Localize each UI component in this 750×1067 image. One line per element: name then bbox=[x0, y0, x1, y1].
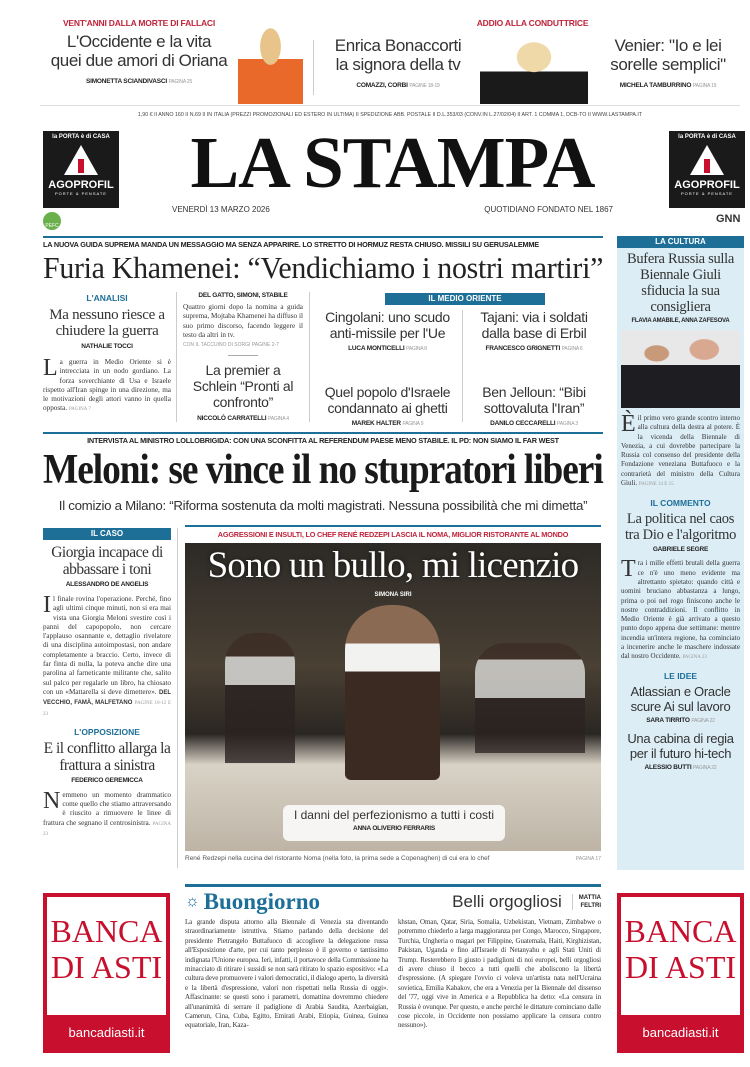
page-ref: PAGINA 23 bbox=[43, 821, 172, 838]
lead-kicker bbox=[43, 240, 603, 249]
opposizione-body: emmeno un momento drammatico come quello che stiamo attraversando è riuscito a rimuovere le linee di frattura che segnano il centrosinistra. bbox=[43, 790, 171, 827]
teaser-headline-text: Venier: "Io e lei bbox=[614, 36, 722, 55]
cook-figure bbox=[475, 643, 585, 753]
schlein-item[interactable] bbox=[183, 362, 303, 422]
cook-figure bbox=[225, 633, 295, 763]
teaser-headline bbox=[45, 51, 233, 70]
medio-oriente-item[interactable] bbox=[465, 384, 603, 427]
page-ref: PAGINA 17 bbox=[575, 856, 601, 862]
item-byline: MAREK HALTER bbox=[351, 420, 401, 427]
teaser-headline bbox=[323, 55, 473, 74]
section-rule bbox=[185, 525, 601, 527]
analysis-label: L'ANALISI bbox=[86, 293, 128, 303]
divider bbox=[228, 355, 258, 356]
teaser-kicker-text: ADDIO ALLA CONDUTTRICE bbox=[476, 18, 589, 28]
photo-headline-text: Sono un bullo, mi licenzio bbox=[207, 545, 579, 586]
dropcap: N bbox=[43, 787, 61, 814]
page-ref: PAGINE 2-7 bbox=[251, 342, 279, 349]
teaser-kicker bbox=[45, 18, 233, 28]
banca-di-asti-ad-right[interactable] bbox=[617, 893, 744, 1053]
opposizione-byline: FEDERICO GEREMICCA bbox=[71, 776, 143, 784]
idee-byline: SARA TIRRITO bbox=[646, 716, 690, 724]
caso-credit: DEL VECCHIO, FAMÀ, MALFETANO bbox=[43, 689, 171, 707]
teaser-byline: COMAZZI, CORBI bbox=[356, 82, 408, 89]
top-teasers bbox=[40, 8, 740, 106]
teaser-headline-text: quei due amori di Oriana bbox=[50, 51, 228, 70]
page-ref: PAGINA 19 bbox=[692, 83, 717, 89]
lead-summary[interactable] bbox=[183, 292, 303, 349]
medio-oriente-column bbox=[316, 309, 459, 427]
commento-byline: GABRIELE SEGRE bbox=[652, 546, 709, 554]
medio-oriente-column bbox=[465, 309, 603, 427]
opposizione-label: L'OPPOSIZIONE bbox=[74, 726, 140, 737]
dropcap: T bbox=[621, 556, 636, 583]
summary-body: Quattro giorni dopo la nomina a guida suprema, Mojtaba Khamenei ha diffuso il suo primo discorso, facendo leggere il testo da altri in tv. bbox=[183, 303, 303, 339]
divider bbox=[177, 528, 178, 868]
medio-oriente-label: IL MEDIO ORIENTE bbox=[385, 293, 545, 305]
sidebar bbox=[617, 236, 744, 870]
schlein-byline: NICCOLÒ CARRATELLI bbox=[197, 415, 267, 423]
agoprofil-ad-left[interactable] bbox=[43, 131, 119, 208]
photo-byline: SIMONA SIRI bbox=[374, 592, 412, 598]
teaser-headline-text: Enrica Bonaccorti bbox=[334, 36, 462, 55]
second-headline[interactable] bbox=[43, 447, 603, 493]
page-ref: PAGINE 10-12 E 23 bbox=[43, 701, 171, 717]
masthead-title[interactable] bbox=[165, 122, 620, 203]
gnn-logo: GNN bbox=[716, 213, 741, 225]
ad-tagline: la PORTA è di CASA bbox=[678, 134, 736, 140]
page-ref: PAGINA 22 bbox=[691, 717, 715, 724]
ad-line: DI ASTI bbox=[50, 949, 163, 985]
lead-headline[interactable] bbox=[43, 251, 603, 285]
analysis-body: a guerra in Medio Oriente si è intrecciata in un nodo gordiano. La forza soverchiante di Usa e Israele rispetto all'Iran spinge in una direzione, ma le motivazioni degli attori vanno in quella opposta. bbox=[43, 358, 171, 413]
idee-label: LE IDEE bbox=[663, 670, 698, 681]
page-ref: PAGINA 23 bbox=[682, 655, 707, 661]
page-ref: PAGINA 4 bbox=[268, 416, 289, 423]
caso-label: IL CASO bbox=[43, 528, 171, 540]
masthead-founded: QUOTIDIANO FONDATO NEL 1867 bbox=[484, 205, 613, 214]
medio-oriente-item[interactable] bbox=[316, 309, 459, 352]
caso-body: l finale rovina l'operazione. Perché, fino agli ultimi cinque minuti, non si era mai vista una Giorgia Meloni svestire così i panni del capopopolo, non cercare l'applauso osannante e, dettaglio rivelatore di una disciplina autoimpostasi, non andare completamente a braccio. Certo, invece di far finta di nulla, la poteva anche dire una parolina al farneticante militante che, salito sul palco per regalarle un libro, ha chiosato con un «Mattarella si deve dimettere». bbox=[43, 595, 171, 696]
masthead-title-text: LA STAMPA bbox=[190, 122, 595, 203]
photo-kicker-text: AGGRESSIONI E INSULTI, LO CHEF RENÉ REDZEPI LASCIA IL NOMA, MIGLIOR RISTORANTE AL MONDO bbox=[217, 530, 569, 539]
ad-sub: PORTE & PENSATE bbox=[681, 191, 733, 196]
redzepi-photo[interactable] bbox=[185, 543, 601, 851]
summary-byline: DEL GATTO, SIMONI, STABILE bbox=[198, 292, 288, 299]
teaser-headline-text: sorelle semplici" bbox=[610, 55, 726, 74]
page-ref: PAGINA 22 bbox=[693, 764, 717, 771]
analysis-byline: NATHALIE TOCCI bbox=[81, 343, 133, 350]
page-ref: PAGINA 9 bbox=[402, 421, 424, 427]
item-byline: LUCA MONTICELLI bbox=[348, 345, 405, 352]
caso-byline: ALESSANDRO DE ANGELIS bbox=[65, 581, 149, 588]
dropcap: È bbox=[621, 411, 636, 437]
commento-headline[interactable]: La politica nel caos tra Dio e l'algoritmo bbox=[624, 511, 737, 544]
buongiorno-title: Buongiorno bbox=[203, 889, 320, 914]
analysis-headline: Ma nessuno riesce a chiudere la guerra bbox=[49, 307, 165, 339]
item-byline: FRANCESCO GRIGNETTI bbox=[485, 345, 561, 352]
teaser-venier[interactable] bbox=[598, 36, 738, 89]
photo-headline bbox=[191, 545, 595, 587]
lead-headline-text: Furia Khamenei: “Vendichiamo i nostri martiri” bbox=[43, 250, 604, 285]
biennale-photo bbox=[621, 330, 740, 408]
teaser-fallaci[interactable] bbox=[45, 18, 233, 85]
banca-di-asti-ad-left[interactable] bbox=[43, 893, 170, 1053]
divider bbox=[313, 40, 314, 95]
item-byline: DANILO CECCARELLI bbox=[490, 420, 556, 427]
cultura-byline: FLAVIA AMABILE, ANNA ZAFESOVA bbox=[631, 318, 730, 324]
sun-icon: ☼ bbox=[185, 893, 200, 910]
page-ref: PAGINA 7 bbox=[68, 407, 91, 413]
lead-summary-column bbox=[183, 292, 303, 422]
inset-headline-text: I danni del perfezionismo a tutti i costi bbox=[293, 808, 495, 822]
inset-byline: ANNA OLIVERIO FERRARIS bbox=[352, 825, 436, 832]
medio-oriente-item[interactable] bbox=[316, 384, 459, 427]
second-kicker bbox=[43, 436, 603, 445]
door-icon bbox=[64, 145, 98, 175]
inset-headline bbox=[283, 808, 505, 822]
cultura-headline[interactable]: Bufera Russia sulla Biennale Giuli sfiducia la sua consigliera bbox=[626, 251, 735, 315]
bonaccorti-photo bbox=[480, 32, 588, 104]
second-headline-text: Meloni: se vince il no stupratori liberi bbox=[43, 447, 603, 493]
ad-url: bancadiasti.it bbox=[68, 1025, 145, 1040]
commento-body: ra i mille effetti brutali della guerra ce n'è uno meno evidente ma altrettanto spietato: quando città e uomini bruciano abbastanza a lungo, prima o poi nel rogo finiscono anche le nostre contraddizioni. Il conflitto in Medio Oriente è già arrivato a questo punto dopo appena due settimane: mentre incendia un'intera regione, ha cominciato a incenerire anche le maschere indossate dal nostro Occidente. bbox=[621, 559, 740, 661]
opposizione-headline: E il conflitto allarga la frattura a sinistra bbox=[43, 739, 171, 774]
idee-headline[interactable]: Atlassian e Oracle scure Ai sul lavoro bbox=[630, 683, 731, 714]
analysis-column[interactable] bbox=[43, 290, 171, 415]
ad-sub: PORTE & PENSATE bbox=[55, 191, 107, 196]
schlein-headline: La premier a Schlein “Pronti al confronto” bbox=[192, 362, 294, 411]
author-last: FELTRI bbox=[580, 903, 601, 909]
caso-column[interactable] bbox=[43, 528, 171, 839]
medio-oriente-item[interactable] bbox=[465, 309, 603, 352]
page-ref: PAGINA 8 bbox=[406, 346, 427, 352]
item-headline: Cingolani: uno scudo anti-missile per l'Ue bbox=[325, 309, 450, 341]
teaser-kicker-text: VENT'ANNI DALLA MORTE DI FALLACI bbox=[62, 18, 216, 28]
buongiorno-col-2: khstan, Oman, Qatar, Siria, Somalia, Uzbekistan, Vietnam, Zimbabwe o potremmo chiederlo a larga maggioranza per Congo, Marocco, Singapore, Turchia, Ungheria o magari per Filippine, Guatemala, Haiti, Kirghizistan, Pakistan, Uganda e fino all'Israele di Netanyahu e agli Stati Uniti di Trump. Resterebbero lì giusto i padiglioni di noi europei, belli orgogliosi di avere chiuso il becco a tutti quelli che aboliscono la libertà d'espressione. (A spiegare l'ovvio ci voleva un'artista nata nell'Ucraina sovietica, Emilia Kabakov, che era a Venezia per la Biennale del dissenso del '77, oggi vive in America e a Repubblica ha detto: «La censura in Russia è ovunque. Per questo, e anche perché le dittature cominciano dalle cose piccole, in Occidente non possiamo applicare la censura contro nessuno»). bbox=[398, 918, 601, 1030]
info-line bbox=[40, 112, 740, 119]
ad-brand: AGOPROFIL bbox=[674, 179, 740, 191]
teaser-headline bbox=[598, 55, 738, 74]
teaser-headline-text: L'Occidente e la vita bbox=[66, 32, 212, 51]
section-rule bbox=[185, 884, 601, 887]
pefc-text: PEFC bbox=[45, 223, 59, 229]
buongiorno-column[interactable] bbox=[185, 889, 601, 1031]
teaser-byline: MICHELA TAMBURRINO bbox=[619, 82, 692, 89]
door-icon bbox=[690, 145, 724, 175]
cultura-label: LA CULTURA bbox=[617, 236, 744, 248]
section-rule bbox=[43, 432, 603, 434]
divider bbox=[462, 310, 463, 422]
agoprofil-ad-right[interactable] bbox=[669, 131, 745, 208]
teaser-headline bbox=[45, 32, 233, 51]
buongiorno-headline: Belli orgogliosi bbox=[452, 892, 562, 911]
teaser-bonaccorti[interactable] bbox=[323, 36, 473, 89]
page-ref: PAGINA 6 bbox=[561, 346, 583, 352]
ad-line: BANCA bbox=[624, 913, 737, 949]
dropcap: I bbox=[43, 592, 51, 618]
second-deck bbox=[43, 498, 603, 514]
idee-byline: ALESSIO BUTTI bbox=[644, 763, 692, 771]
pefc-logo bbox=[43, 212, 61, 230]
cultura-body: il primo vero grande scontro interno alla cultura della destra al potere. È la vicenda della Biennale di Venezia, a cui dovrebbe partecipare la Russia col consenso del presidente della Fondazione veneziana Buttafuoco e la contrarietà del ministro della Cultura Giuli. bbox=[621, 414, 740, 488]
teaser-headline bbox=[598, 36, 738, 55]
fallaci-photo bbox=[238, 22, 303, 104]
masthead-date: VENERDÌ 13 MARZO 2026 bbox=[172, 205, 270, 214]
item-headline: Ben Jelloun: “Bibi sottovaluta l'Iran” bbox=[482, 384, 586, 416]
teaser-headline-text: la signora della tv bbox=[335, 55, 461, 74]
teaser-byline: SIMONETTA SCIANDIVASCI bbox=[85, 78, 168, 85]
summary-credit: CON IL TACCUINO DI SORGI bbox=[183, 342, 251, 349]
section-rule bbox=[43, 236, 603, 238]
page-ref: PAGINA 3 bbox=[557, 421, 578, 427]
dropcap: L bbox=[43, 355, 58, 381]
author-first: MATTIA bbox=[578, 895, 601, 901]
photo-kicker bbox=[185, 530, 601, 539]
item-headline: Tajani: via i soldati dalla base di Erbil bbox=[480, 309, 588, 341]
ad-line: BANCA bbox=[50, 913, 163, 949]
page-ref: PAGINE 18-19 bbox=[409, 83, 440, 89]
lead-kicker-text: LA NUOVA GUIDA SUPREMA MANDA UN MESSAGGIO MA SENZA APPARIRE. LO STRETTO DI HORMUZ RESTA CHIUSO. MISSILI SU GERUSALEMME bbox=[43, 240, 539, 249]
inset-box[interactable] bbox=[283, 805, 505, 841]
second-deck-text: Il comizio a Milano: “Riforma sostenuta da molti magistrati. Nessuna possibilità che mi dimetta” bbox=[58, 498, 588, 513]
photo-caption bbox=[185, 855, 601, 863]
ad-brand: AGOPROFIL bbox=[48, 179, 114, 191]
ad-url: bancadiasti.it bbox=[642, 1025, 719, 1040]
divider bbox=[309, 292, 310, 422]
ad-tagline: la PORTA è di CASA bbox=[52, 134, 110, 140]
idee-headline[interactable]: Una cabina di regia per il futuro hi-tech bbox=[627, 730, 734, 761]
chef-figure bbox=[345, 605, 440, 780]
teaser-kicker bbox=[470, 18, 595, 28]
divider bbox=[176, 292, 177, 422]
second-kicker-text: INTERVISTA AL MINISTRO LOLLOBRIGIDA: CON UNA SCONFITTA AL REFERENDUM PAESE MENO STABILE. IL PD: NON SIAMO IL FAR WEST bbox=[87, 436, 559, 445]
ad-line: DI ASTI bbox=[624, 949, 737, 985]
commento-label: IL COMMENTO bbox=[650, 498, 711, 509]
teaser-headline bbox=[323, 36, 473, 55]
caption-text: René Redzepi nella cucina del ristorante Noma (nella foto, la prima sede a Copenaghen) di cui era lo chef bbox=[185, 855, 490, 862]
caso-headline: Giorgia incapace di abbassare i toni bbox=[51, 544, 163, 578]
page-ref: PAGINE 14 E 15 bbox=[638, 482, 674, 488]
info-line-text: 1,90 € II ANNO 160 II N.69 II IN ITALIA (PREZZI PROMOZIONALI ED ESTERO IN ULTIMA) II SPEDIZIONE ABB. POSTALE II D.L.353/03 (CONV.IN L.27/02/04) II ART. 1 COMMA 1, DCB-TO II WWW.LASTAMPA.IT bbox=[137, 112, 643, 118]
page-ref: PAGINA 25 bbox=[168, 79, 193, 85]
buongiorno-col-1: La grande disputa attorno alla Biennale di Venezia sta diventando straordinariamente istruttiva. Stiamo parlando della decisione del presidente Pietrangelo Buttafuoco di accogliere la delegazione russa all'Esposizione d'arte, per cui tanto perplesso è il governo e tantissimo indignata l'Unione europea. Ieri, infatti, il portavoce della Commissione ha minacciato di ritirare i sussidi se non sarà ritirato lo spazio espositivo: «La cultura deve promuovere i valori democratici, il dialogo aperto, la diversità e la libertà d'espressione, valori non rispettati nella Russia di oggi». Affascinante: se questi sono i parametri, domattina dovremmo chiedere all'unanimità di serrare il padiglione di Arabia Saudita, Azerbaigian, Camerun, Cina, Cuba, Egitto, Emirati Arabi, Etiopia, Guinea, Guinea equatoriale, Iran, Kaza- bbox=[185, 918, 388, 1030]
item-headline: Quel popolo d'Israele condannato ai ghetti bbox=[324, 384, 451, 416]
